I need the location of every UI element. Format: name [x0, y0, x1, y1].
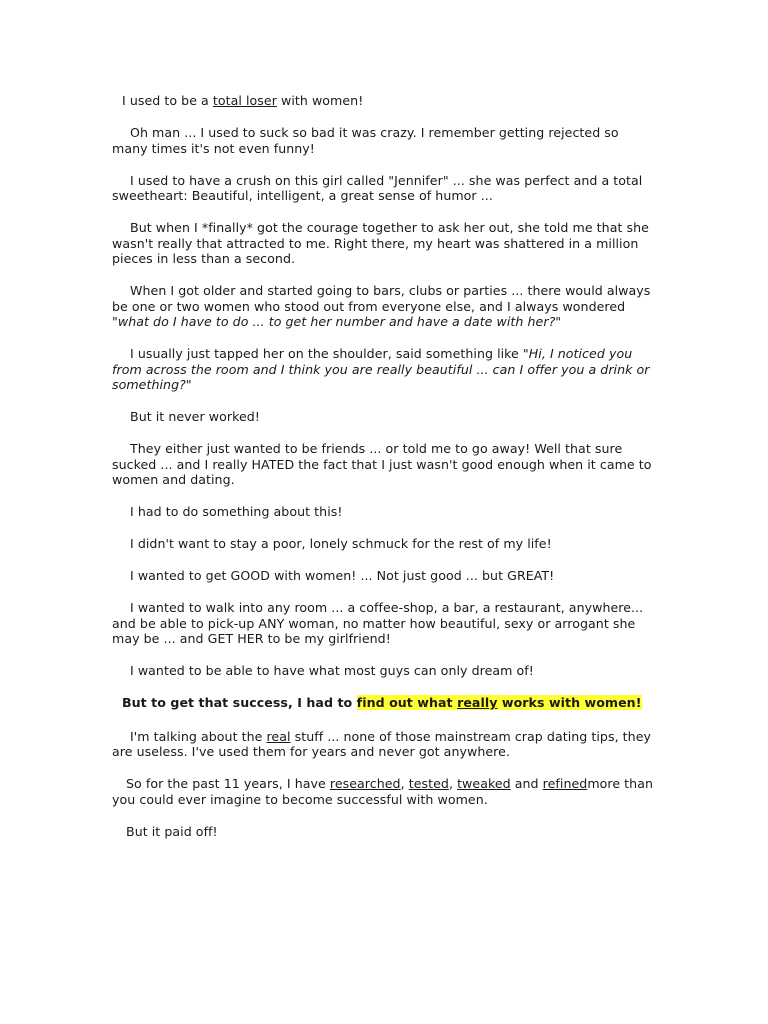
paragraph: I had to do something about this! [130, 504, 343, 519]
paragraph [112, 776, 657, 807]
paragraph: I wanted to walk into any room ... a coffee-shop, a bar, a restaurant, anywhere... and be able to pick-up ANY woman, no matter how beautiful, sexy or arrogant she may be ... and GET HER to be my girlfriend! [112, 600, 644, 646]
underlined-word: refined [542, 776, 588, 791]
paragraph: I wanted to be able to have what most guys can only dream of! [130, 663, 534, 678]
text: , [448, 776, 458, 791]
paragraph: But it never worked! [130, 409, 260, 424]
text: stuff ... none of those mainstream crap dating tips, they are useless. I've used them for years and never got anywhere. [112, 728, 651, 759]
paragraph [112, 283, 657, 330]
text: works with women! [497, 695, 642, 710]
text: with women! [276, 93, 364, 108]
text: " [555, 314, 562, 329]
highlighted-phrase [357, 695, 642, 710]
text: , [400, 776, 409, 791]
text: So for the past 11 years, I have [126, 776, 330, 791]
underlined-word: researched [329, 776, 401, 791]
paragraph: But when I *finally* got the courage together to ask her out, she told me that she wasn't really that attracted to me. Right there, my heart was shattered in a million pieces in less than a second. [112, 220, 649, 266]
text: I usually just tapped her on the shoulder, said something like [130, 346, 523, 361]
paragraph-intro [112, 93, 657, 109]
text: I'm talking about the [130, 728, 267, 744]
document-page [112, 93, 657, 856]
headline-text: But to get that success, I had to [122, 695, 357, 710]
paragraph [112, 729, 657, 760]
paragraph: I used to have a crush on this girl called "Jennifer" ... she was perfect and a total sweetheart: Beautiful, intelligent, a great sense of humor ... [112, 172, 643, 203]
paragraph: Oh man ... I used to suck so bad it was crazy. I remember getting rejected so many times it's not even funny! [112, 125, 619, 156]
underlined-word: real [266, 728, 291, 744]
underlined-phrase: total loser [212, 93, 277, 108]
text: more than you could ever imagine to become successful with women. [112, 776, 654, 807]
underlined-word: really [457, 695, 498, 710]
paragraph: I wanted to get GOOD with women! ... Not just good ... but GREAT! [130, 568, 555, 583]
paragraph: I didn't want to stay a poor, lonely schmuck for the rest of my life! [130, 536, 552, 551]
italic-quote: "Hi, I noticed you from across the room and I think you are really beautiful ... can I offer you a drink or something?" [112, 346, 650, 392]
text: and [510, 776, 543, 791]
underlined-word: tweaked [457, 776, 511, 791]
italic-quote: what do I have to do ... to get her number and have a date with her? [117, 314, 556, 329]
headline [112, 695, 657, 711]
text: find out what [356, 695, 458, 710]
underlined-word: tested [408, 776, 449, 791]
paragraph-closing: But it paid off! [126, 823, 218, 839]
text: I used to be a [122, 93, 213, 108]
text: When I got older and started going to bars, clubs or parties ... there would always be one or two women who stood out from everyone else, and I always wondered " [112, 283, 651, 329]
paragraph: They either just wanted to be friends ... or told me to go away! Well that sure sucked ... and I really HATED the fact that I just wasn't good enough when it came to women and dating. [112, 441, 652, 487]
paragraph [112, 346, 657, 393]
